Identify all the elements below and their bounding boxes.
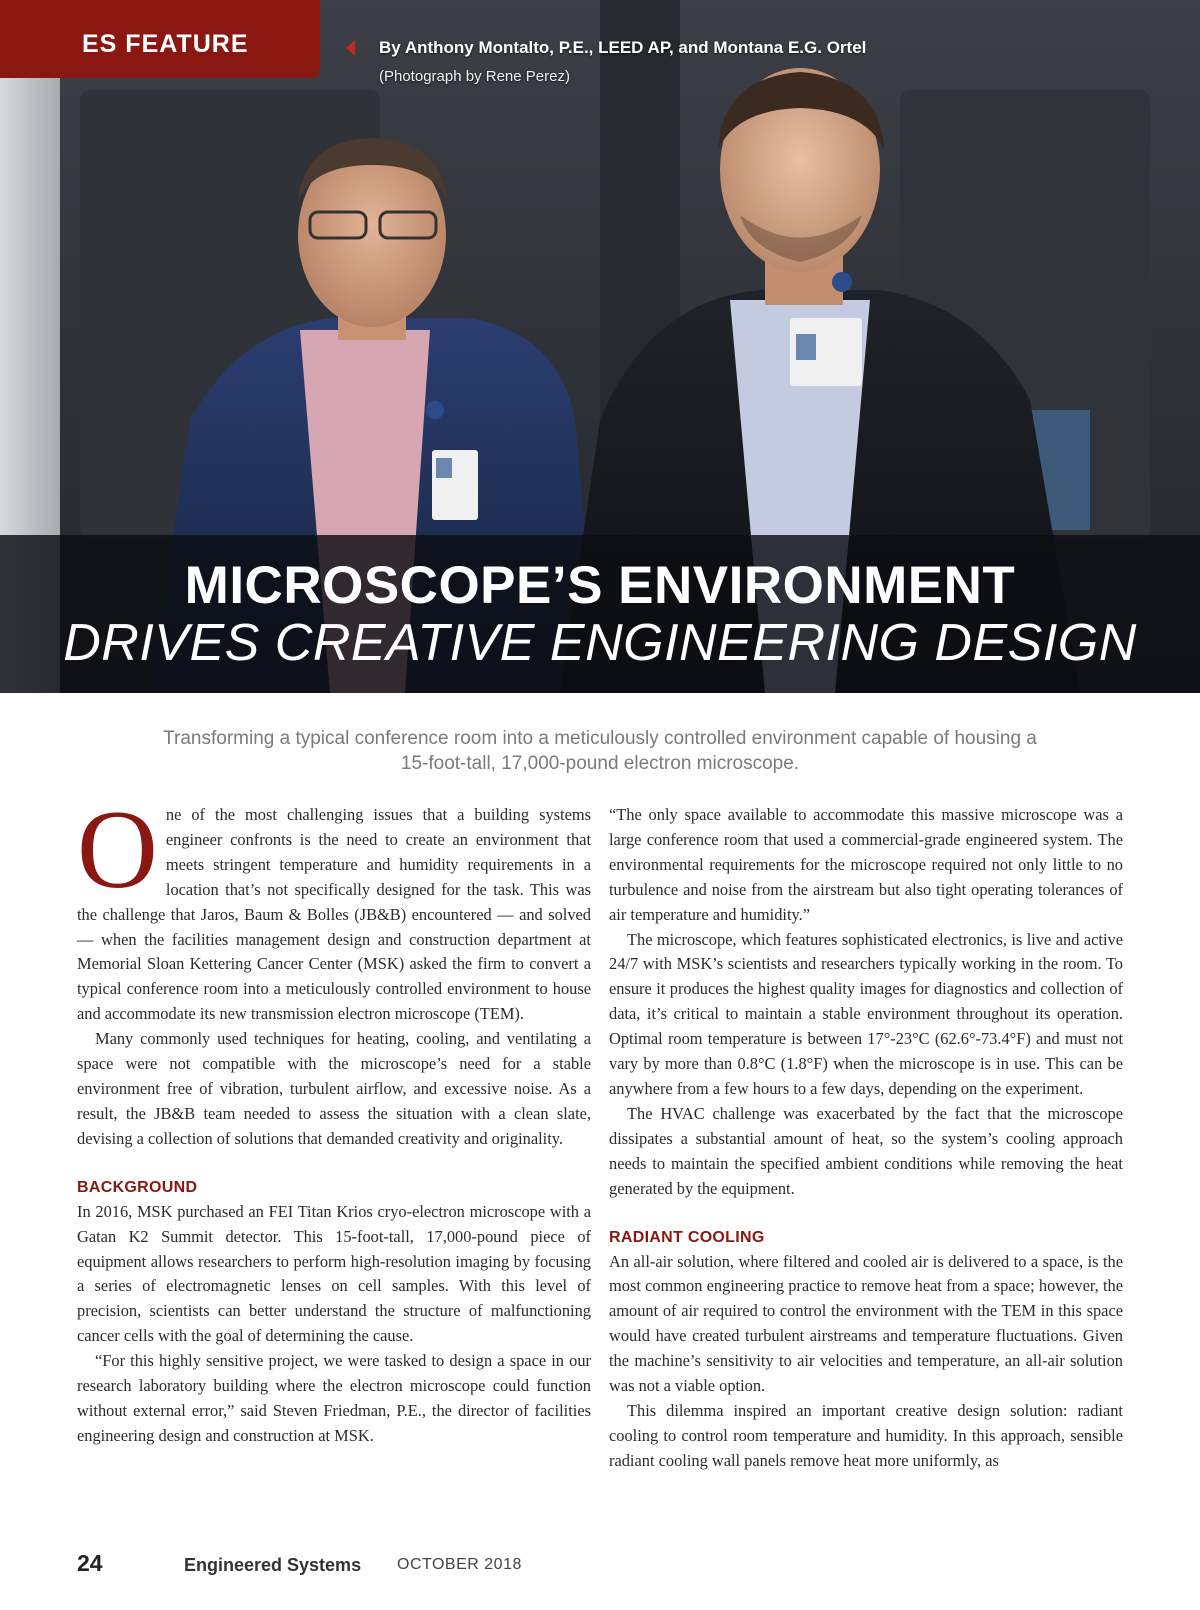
intro-paragraph bbox=[77, 788, 591, 1027]
paragraph: The HVAC challenge was exacerbated by the fact that the microscope dissipates a substantial amount of heat, so the system’s cooling approach needs to maintain the specified ambient conditions while removing the heat generated by the equipment. bbox=[609, 1103, 1123, 1198]
section-heading-background: BACKGROUND bbox=[77, 1178, 198, 1196]
byline-arrow-icon bbox=[346, 40, 355, 56]
paragraph: “The only space available to accommodate this massive microscope was a large conference room that used a commercial-grade engineered system. The environmental requirements for the microscope required not only little to no turbulence and noise from the airstream but also tight operating tolerances of air temperature and humidity.” bbox=[609, 805, 1123, 924]
paragraph: The microscope, which features sophisticated electronics, is live and active 24/7 with MSK’s scientists and researchers typically working in the room. To ensure it produces the highest quality images for diagnostics and collection of data, it’s critical to maintain a stable environment throughout its operation. Optimal room temperature is between 17°-23°C (62.6°-73.4°F) and must not vary by more than 0.8°C (1.8°F) when the microscope is in use. This can be anywhere from a few hours to a few days, depending on the experiment. bbox=[609, 929, 1123, 1098]
section-tab bbox=[0, 0, 320, 78]
photo-credit: (Photograph by Rene Perez) bbox=[379, 68, 570, 85]
paragraph: An all-air solution, where filtered and cooled air is delivered to a space, is the most common engineering practice to remove heat from a space; however, the amount of air required to control the environment with the TEM in this space would have created turbulent airstreams and temperature fluctuations. Given the machine’s sensitivity to air velocities and temperature, an all-air solution was not a viable option. bbox=[609, 1251, 1123, 1396]
section-label: ES FEATURE bbox=[82, 30, 249, 58]
headline-line-1: MICROSCOPE’S ENVIRONMENT bbox=[184, 556, 1016, 615]
intro-text: ne of the most challenging issues that a building systems engineer confronts is the need to create an environment that meets stringent temperature and humidity requirements in a location that’s not specifically designed for the task. This was the challenge that Jaros, Baum & Bolles (JB&B) encountered — and solved — when the facilities management design and construction department at Memorial Sloan Kettering Cancer Center (MSK) asked the firm to convert a typical conference room into a meticulously controlled environment to house and accommodate its new transmission electron microscope (TEM). bbox=[77, 805, 591, 1024]
hero-photo bbox=[0, 0, 1200, 693]
paragraph: “For this highly sensitive project, we were tasked to design a space in our research laboratory building where the electron microscope could function without external error,” said Steven Friedman, P.E., the director of facilities engineering design and construction at MSK. bbox=[77, 1351, 591, 1445]
section-heading-radiant-cooling: RADIANT COOLING bbox=[609, 1228, 765, 1246]
paragraph: Many commonly used techniques for heating, cooling, and ventilating a space were not compatible with the microscope’s need for a stable environment free of vibration, turbulent airflow, and excessive noise. As a result, the JB&B team needed to assess the situation with a clean slate, devising a collection of solutions that demanded creativity and originality. bbox=[77, 1029, 591, 1148]
article-column-right bbox=[609, 803, 1123, 1474]
paragraph: This dilemma inspired an important creative design solution: radiant cooling to control room temperature and humidity. In this approach, sensible radiant cooling wall panels remove heat more uniformly, as bbox=[609, 1400, 1123, 1470]
paragraph: In 2016, MSK purchased an FEI Titan Krios cryo-electron microscope with a Gatan K2 Summit detector. This 15-foot-tall, 17,000-pound piece of equipment allows researchers to perform high-resolution imaging by focusing a series of electromagnetic lenses on cell samples. With this level of precision, scientists can better understand the structure of malfunctioning cancer cells with the goal of determining the cause. bbox=[77, 1201, 591, 1346]
magazine-name: Engineered Systems bbox=[184, 1555, 362, 1575]
page-number: 24 bbox=[77, 1550, 103, 1576]
drop-cap: O bbox=[77, 788, 158, 912]
deck-subtitle: Transforming a typical conference room into a meticulously controlled environment capable of housing a 15-foot-tall, 17,000-pound electron microscope. bbox=[163, 728, 1037, 774]
article-column-left bbox=[77, 788, 591, 1449]
issue-date: OCTOBER 2018 bbox=[397, 1556, 522, 1573]
headline-line-2: DRIVES CREATIVE ENGINEERING DESIGN bbox=[63, 614, 1137, 672]
byline: By Anthony Montalto, P.E., LEED AP, and Montana E.G. Ortel bbox=[379, 38, 867, 57]
